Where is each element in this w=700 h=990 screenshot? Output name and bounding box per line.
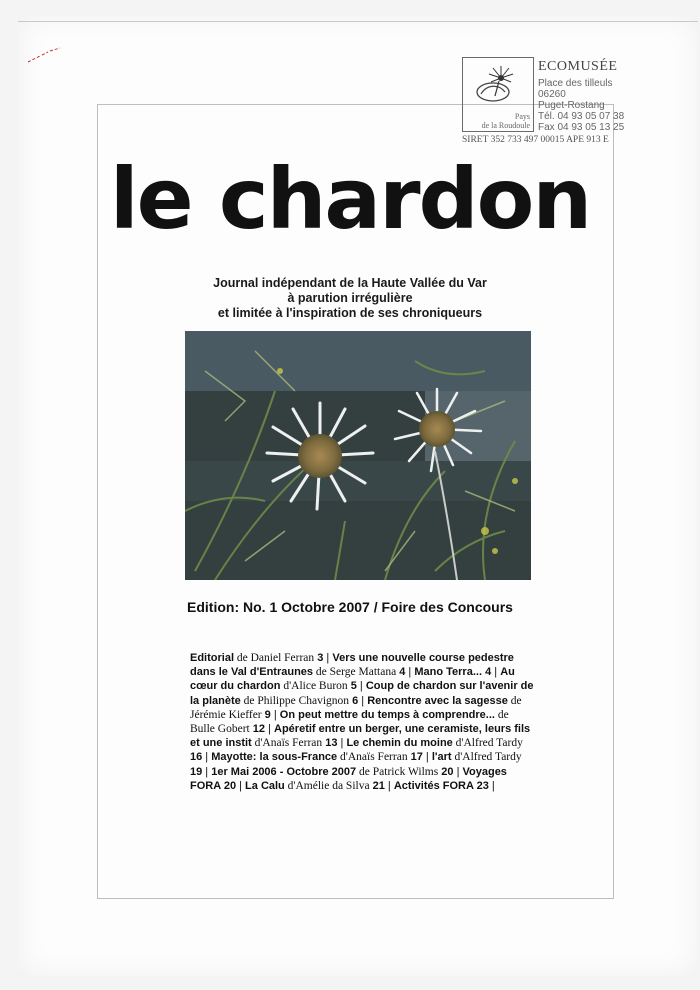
entry-author: de Philippe Chavignon [240, 694, 350, 707]
entry-title: Mano Terra... [414, 666, 483, 679]
entry-page: 13 [322, 737, 338, 750]
contents-entry [414, 666, 500, 678]
pen-mark [26, 46, 66, 66]
entry-title: Le chemin du moine [346, 737, 453, 750]
entry-separator: | [453, 765, 463, 778]
stamp-logo-box [462, 57, 534, 132]
subtitle-line-3: et limitée à l'inspiration de ses chroniqueurs [217, 306, 483, 320]
entry-title: Au cœur du chardon [190, 666, 515, 693]
stamp-address-3: Puget-Rostang [538, 100, 605, 111]
thistle-flowers-photo [185, 331, 531, 580]
subtitle-line-1: Journal indépendant de la Haute Vallée du Var [213, 276, 487, 290]
stamp-logo-line-2: de la Roudoule [481, 121, 530, 130]
contents-entry [394, 780, 495, 792]
entry-author: d'Anaïs Ferran [337, 751, 408, 764]
entry-page: 4 [482, 666, 492, 679]
entry-page: 5 [347, 680, 357, 693]
entry-title: Vers une nouvelle course pedestre dans le Val d'Entraunes [190, 652, 514, 679]
entry-author: de Serge Mattana [313, 666, 397, 679]
contents-entry [211, 766, 462, 778]
entry-title: Activités FORA [393, 779, 474, 792]
stamp-name: ECOMUSÉE [538, 59, 618, 74]
entry-separator: | [488, 779, 495, 792]
ecomusee-stamp [462, 57, 662, 152]
stamp-tel: Tél. 04 93 05 07 38 [538, 111, 625, 122]
entry-author: d'Alfred Tardy [452, 737, 523, 750]
subtitle-line-2: à parution irrégulière [287, 291, 413, 305]
contents-entry [211, 751, 432, 763]
stamp-address-1: Place des tilleuls [538, 78, 613, 89]
entry-separator: | [491, 666, 501, 679]
entry-author: de Jérémie Kieffer [190, 694, 522, 721]
stamp-siret: SIRET 352 733 497 00015 APE 913 E [462, 135, 609, 145]
entry-separator: | [323, 652, 333, 664]
entry-title: On peut mettre du temps à comprendre... [279, 708, 495, 721]
entry-author: de Daniel Ferran [234, 652, 315, 664]
entry-separator: | [358, 694, 368, 707]
entry-title: La Calu [245, 779, 285, 792]
entry-page: 20 [220, 779, 237, 792]
entry-page: 20 [438, 765, 454, 778]
entry-title: Apéretif entre un berger, une ceramiste, leurs fils et une instit [190, 723, 531, 750]
stamp-logo-line-1: Pays [514, 112, 530, 121]
entry-separator: | [384, 779, 394, 792]
entry-author: de Patrick Wilms [356, 765, 439, 778]
entry-title: Voyages FORA [190, 765, 507, 792]
entry-separator: | [405, 666, 415, 679]
contents-entry [190, 652, 332, 664]
stamp-address-2: 06260 [538, 89, 566, 100]
stamp-logo-caption [482, 112, 530, 130]
entry-title: Editorial [190, 652, 235, 664]
entry-title: Coup de chardon sur l'avenir de la planète [190, 680, 534, 707]
entry-page: 12 [249, 723, 266, 736]
entry-page: 16 [190, 751, 203, 764]
table-of-contents [190, 651, 536, 793]
entry-page: 23 [473, 779, 489, 792]
entry-title: 1er Mai 2006 - Octobre 2007 [211, 765, 357, 778]
entry-page: 17 [407, 751, 423, 764]
entry-author: de Bulle Gobert [190, 708, 509, 736]
entry-author: d'Anaïs Ferran [251, 737, 323, 750]
entry-page: 4 [396, 666, 406, 679]
edition-line: Edition: No. 1 Octobre 2007 / Foire des Concours [187, 599, 513, 615]
entry-separator: | [356, 680, 366, 693]
entry-title: Mayotte: la sous-France [211, 751, 338, 764]
entry-page: 19 [190, 765, 203, 778]
entry-separator: | [236, 779, 246, 792]
entry-page: 6 [349, 694, 359, 707]
journal-title: le chardon [109, 150, 591, 248]
entry-title: Rencontre avec la sagesse [367, 694, 508, 707]
journal-subtitle [0, 276, 700, 321]
entry-author: d'Amélie da Silva [284, 779, 370, 792]
entry-page: 21 [369, 779, 385, 792]
entry-author: d'Alfred Tardy [451, 751, 522, 764]
entry-separator: | [202, 765, 212, 778]
entry-title: l'art [431, 751, 452, 764]
entry-separator: | [270, 708, 280, 721]
contents-entry [245, 780, 394, 792]
entry-separator: | [265, 723, 275, 736]
thistle-logo-icon [469, 62, 527, 108]
entry-separator: | [337, 737, 347, 750]
entry-separator: | [422, 751, 432, 764]
stamp-fax: Fax 04 93 05 13 25 [538, 122, 625, 133]
entry-separator: | [202, 751, 212, 764]
entry-author: d'Alice Buron [280, 680, 348, 693]
entry-page: 9 [261, 708, 271, 721]
entry-page: 3 [314, 652, 324, 664]
